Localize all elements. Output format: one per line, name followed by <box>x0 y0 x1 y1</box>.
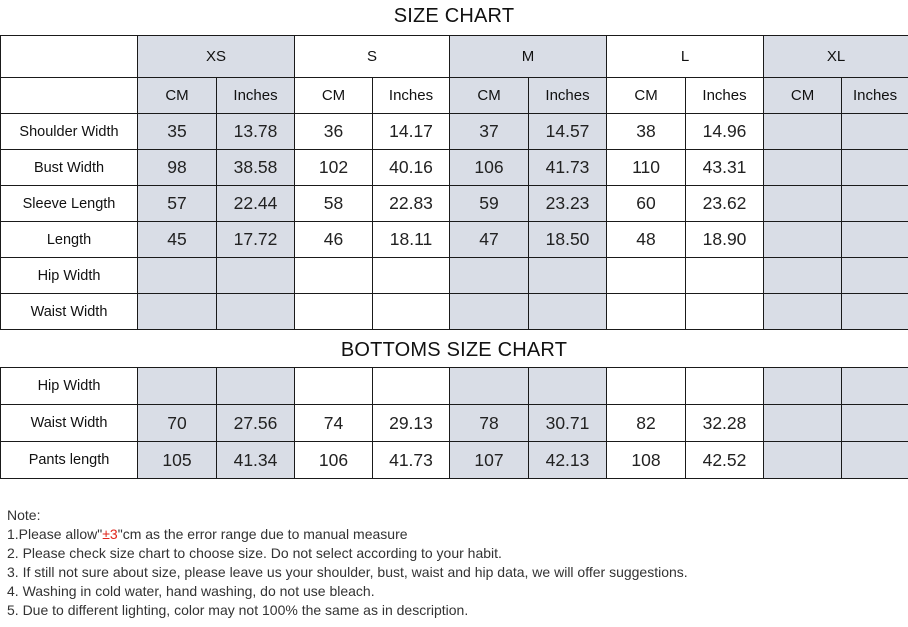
measurement-value <box>842 222 908 258</box>
measurement-value: 27.56 <box>217 405 295 442</box>
measurement-value: 18.50 <box>529 222 607 258</box>
measurement-row <box>1 294 908 330</box>
measurement-value: 30.71 <box>529 405 607 442</box>
measurement-value: 98 <box>138 150 217 186</box>
measurement-value: 78 <box>450 405 529 442</box>
measurement-value: 36 <box>295 114 373 150</box>
note-line-2: 2. Please check size chart to choose size. Do not select according to your habit. <box>7 545 502 561</box>
measurement-value <box>764 405 842 442</box>
measurement-value: 48 <box>607 222 686 258</box>
measurement-value <box>450 368 529 405</box>
measurement-value: 45 <box>138 222 217 258</box>
measurement-value: 43.31 <box>686 150 764 186</box>
unit-inches-header: Inches <box>217 78 295 114</box>
unit-cm-header: CM <box>764 78 842 114</box>
measurement-label: Length <box>1 222 138 258</box>
measurement-value: 108 <box>607 442 686 479</box>
measurement-value <box>686 258 764 294</box>
measurement-value: 17.72 <box>217 222 295 258</box>
measurement-value: 18.90 <box>686 222 764 258</box>
measurement-row <box>1 442 908 479</box>
measurement-value <box>842 150 908 186</box>
measurement-value <box>138 258 217 294</box>
measurement-value: 41.34 <box>217 442 295 479</box>
note-line-4: 4. Washing in cold water, hand washing, do not use bleach. <box>7 583 375 599</box>
measurement-value: 74 <box>295 405 373 442</box>
measurement-value <box>138 368 217 405</box>
bottoms-size-chart-title: BOTTOMS SIZE CHART <box>340 339 568 361</box>
measurement-value <box>842 186 908 222</box>
measurement-value: 40.16 <box>373 150 450 186</box>
measurement-value: 70 <box>138 405 217 442</box>
note-line-1-start: 1.Please allow" <box>7 526 103 542</box>
tolerance-value: ±3 <box>102 526 118 542</box>
measurement-value <box>217 294 295 330</box>
measurement-value: 13.78 <box>217 114 295 150</box>
note-line-3: 3. If still not sure about size, please leave us your shoulder, bust, waist and hip data, we will offer suggestions. <box>7 564 688 580</box>
bottoms-size-table <box>0 367 908 479</box>
unit-cm-header: CM <box>450 78 529 114</box>
measurement-label: Sleeve Length <box>1 186 138 222</box>
measurement-value: 23.62 <box>686 186 764 222</box>
measurement-value: 38.58 <box>217 150 295 186</box>
measurement-label: Waist Width <box>1 294 138 330</box>
measurement-value <box>764 150 842 186</box>
size-xl-header: XL <box>764 36 908 78</box>
size-s-header: S <box>295 36 450 78</box>
size-l-header: L <box>607 36 764 78</box>
measurement-row <box>1 114 908 150</box>
measurement-value <box>764 442 842 479</box>
measurement-value: 110 <box>607 150 686 186</box>
measurement-value <box>842 114 908 150</box>
measurement-value <box>529 294 607 330</box>
measurement-value: 35 <box>138 114 217 150</box>
bottoms-size-body <box>1 368 908 479</box>
unit-cm-header: CM <box>295 78 373 114</box>
measurement-value <box>373 368 450 405</box>
measurement-value: 41.73 <box>529 150 607 186</box>
size-header-row <box>1 36 908 78</box>
measurement-value <box>686 294 764 330</box>
measurement-value <box>764 368 842 405</box>
measurement-value <box>764 222 842 258</box>
measurement-value <box>217 258 295 294</box>
measurement-value: 42.52 <box>686 442 764 479</box>
unit-inches-header: Inches <box>529 78 607 114</box>
measurement-value: 14.17 <box>373 114 450 150</box>
measurement-value: 106 <box>295 442 373 479</box>
corner-cell <box>1 78 138 114</box>
measurement-value: 58 <box>295 186 373 222</box>
unit-cm-header: CM <box>138 78 217 114</box>
size-chart-title: SIZE CHART <box>393 5 515 27</box>
measurement-label: Waist Width <box>1 405 138 442</box>
measurement-value <box>450 258 529 294</box>
measurement-value <box>217 368 295 405</box>
measurement-value <box>607 294 686 330</box>
note-line-5: 5. Due to different lighting, color may not 100% the same as in description. <box>7 602 469 618</box>
measurement-value <box>295 294 373 330</box>
measurement-value: 105 <box>138 442 217 479</box>
measurement-value <box>842 405 908 442</box>
measurement-row <box>1 222 908 258</box>
measurement-value <box>450 294 529 330</box>
measurement-value: 42.13 <box>529 442 607 479</box>
measurement-value <box>842 258 908 294</box>
measurement-value <box>607 368 686 405</box>
measurement-value: 14.96 <box>686 114 764 150</box>
measurement-value <box>295 258 373 294</box>
measurement-value <box>529 368 607 405</box>
measurement-value: 38 <box>607 114 686 150</box>
unit-inches-header: Inches <box>686 78 764 114</box>
measurement-value <box>764 258 842 294</box>
measurement-row <box>1 186 908 222</box>
measurement-value <box>764 294 842 330</box>
measurement-value: 60 <box>607 186 686 222</box>
measurement-value: 106 <box>450 150 529 186</box>
measurement-value: 102 <box>295 150 373 186</box>
unit-cm-header: CM <box>607 78 686 114</box>
measurement-row <box>1 150 908 186</box>
measurement-value <box>373 258 450 294</box>
measurement-value <box>842 368 908 405</box>
measurement-label: Bust Width <box>1 150 138 186</box>
measurement-value: 37 <box>450 114 529 150</box>
measurement-value <box>764 114 842 150</box>
measurement-value <box>138 294 217 330</box>
size-xs-header: XS <box>138 36 295 78</box>
measurement-value: 22.83 <box>373 186 450 222</box>
measurement-value: 32.28 <box>686 405 764 442</box>
note-line-1 <box>7 525 688 544</box>
measurement-value <box>842 294 908 330</box>
notes-section <box>7 506 688 620</box>
measurement-value <box>529 258 607 294</box>
measurement-value: 18.11 <box>373 222 450 258</box>
measurement-value: 82 <box>607 405 686 442</box>
measurement-value <box>373 294 450 330</box>
measurement-value <box>764 186 842 222</box>
top-size-table <box>0 35 908 330</box>
unit-header-row <box>1 78 908 114</box>
measurement-value: 29.13 <box>373 405 450 442</box>
measurement-label: Hip Width <box>1 368 138 405</box>
top-size-body <box>1 114 908 330</box>
measurement-label: Pants length <box>1 442 138 479</box>
unit-inches-header: Inches <box>842 78 908 114</box>
measurement-row <box>1 258 908 294</box>
measurement-value: 47 <box>450 222 529 258</box>
measurement-value: 46 <box>295 222 373 258</box>
measurement-value <box>686 368 764 405</box>
measurement-value: 14.57 <box>529 114 607 150</box>
measurement-label: Hip Width <box>1 258 138 294</box>
note-line-1-end: "cm as the error range due to manual measure <box>117 526 408 542</box>
measurement-value <box>607 258 686 294</box>
measurement-value: 107 <box>450 442 529 479</box>
corner-cell <box>1 36 138 78</box>
unit-inches-header: Inches <box>373 78 450 114</box>
measurement-value: 57 <box>138 186 217 222</box>
measurement-row <box>1 405 908 442</box>
measurement-value <box>295 368 373 405</box>
measurement-label: Shoulder Width <box>1 114 138 150</box>
measurement-value: 22.44 <box>217 186 295 222</box>
notes-heading: Note: <box>7 507 41 523</box>
measurement-value: 59 <box>450 186 529 222</box>
size-m-header: M <box>450 36 607 78</box>
measurement-value: 41.73 <box>373 442 450 479</box>
measurement-row <box>1 368 908 405</box>
measurement-value <box>842 442 908 479</box>
measurement-value: 23.23 <box>529 186 607 222</box>
